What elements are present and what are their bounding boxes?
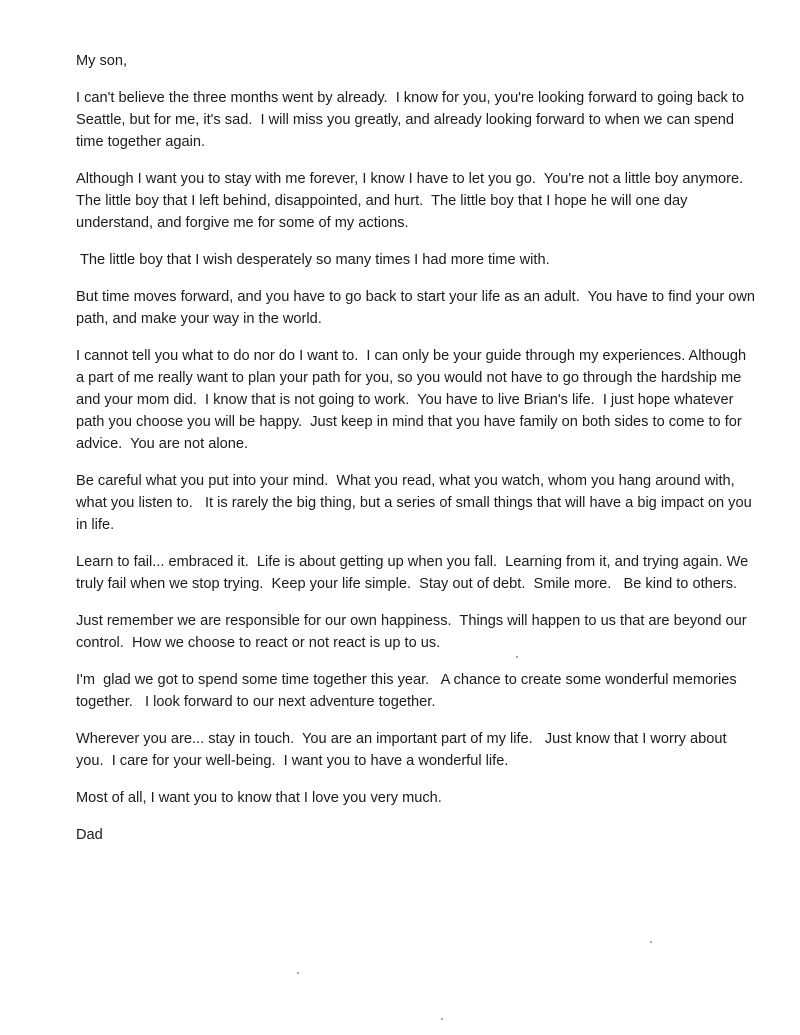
scan-speck	[297, 972, 299, 974]
scan-speck	[516, 656, 518, 658]
salutation: My son,	[76, 53, 128, 69]
paragraph-8: Just remember we are responsible for our own happiness. Things will happen to us that are beyond our control. How we choose to react or not react is up to us.	[76, 613, 751, 651]
paragraph-4: But time moves forward, and you have to go back to start your life as an adult. You have to find your own path, and make your way in the world.	[76, 289, 760, 327]
paragraph-11: Most of all, I want you to know that I love you very much.	[76, 790, 442, 806]
signature: Dad	[76, 827, 103, 843]
paragraph-6: Be careful what you put into your mind. What you read, what you watch, whom you hang around with, what you listen to. It is rarely the big thing, but a series of small things that will have a big impact on you in life.	[76, 473, 756, 533]
paragraph-7: Learn to fail... embraced it. Life is about getting up when you fall. Learning from it, and trying again. We truly fail when we stop trying. Keep your life simple. Stay out of debt. Smile more. Be kind to others.	[76, 554, 753, 592]
paragraph-2: Although I want you to stay with me forever, I know I have to let you go. You're not a little boy anymore. The little boy that I left behind, disappointed, and hurt. The little boy that I hope he will one day understand, and forgive me for some of my actions.	[76, 171, 756, 231]
paragraph-5: I cannot tell you what to do nor do I want to. I can only be your guide through my experiences. Although a part of me really want to plan your path for you, so you would not have to go through the hardship me and your mom did. I know that is not going to work. You have to live Brian's life. I just hope whatever path you choose you will be happy. Just keep in mind that you have family on both sides to come to for advice. You are not alone.	[76, 348, 751, 452]
paragraph-3: The little boy that I wish desperately so many times I had more time with.	[80, 252, 550, 268]
scan-speck	[441, 1018, 443, 1020]
paragraph-10: Wherever you are... stay in touch. You are an important part of my life. Just know that I worry about you. I care for your well-being. I want you to have a wonderful life.	[76, 731, 731, 769]
scan-speck	[650, 941, 652, 943]
paragraph-9: I'm glad we got to spend some time together this year. A chance to create some wonderful memories together. I look forward to our next adventure together.	[76, 672, 741, 710]
paragraph-1: I can't believe the three months went by already. I know for you, you're looking forward to going back to Seattle, but for me, it's sad. I will miss you greatly, and already looking forward to when we can spend time together again.	[76, 90, 749, 150]
letter-body	[76, 50, 760, 846]
